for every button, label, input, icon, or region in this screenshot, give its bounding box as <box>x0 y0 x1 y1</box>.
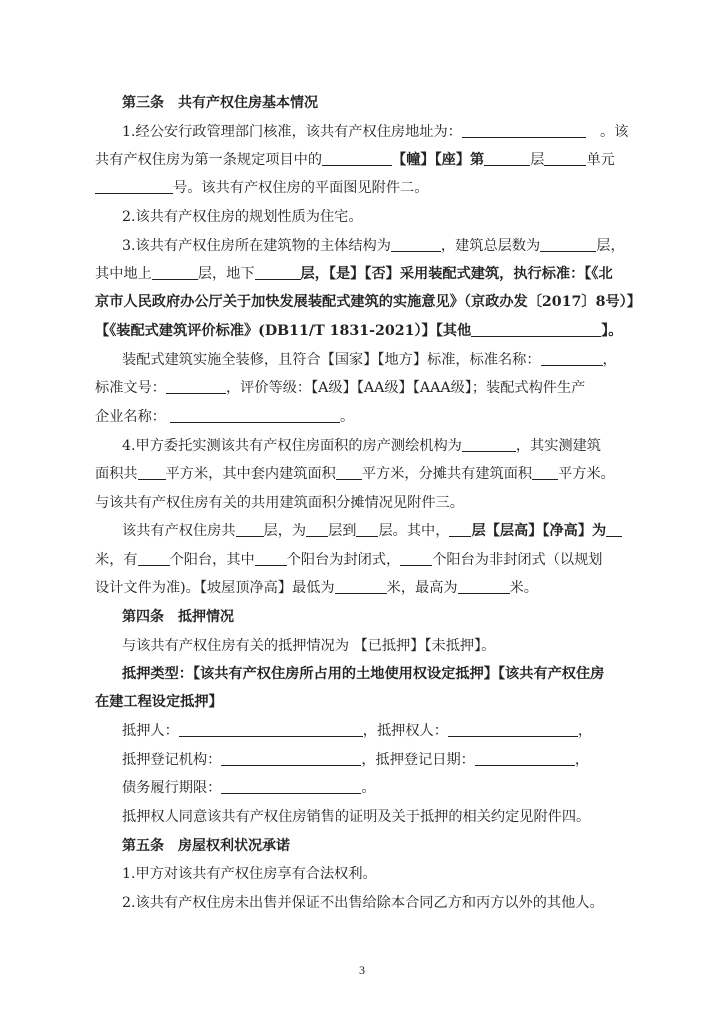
mortgagor-blank <box>179 720 363 737</box>
paragraph-line: 2.该共有产权住房的规划性质为住宅。 <box>122 209 363 225</box>
balcony-count-blank <box>138 549 170 566</box>
paragraph-line: 京市人民政府办公厅关于加快发展装配式建筑的实施意见》（京政办发〔2017〕8号）】 <box>95 294 641 310</box>
paragraph-line: 3.该共有产权住房所在建筑物的主体结构为 ，建筑总层数为 层， <box>0 233 724 259</box>
registration-agency-blank <box>221 749 361 766</box>
total-area-blank <box>138 463 166 480</box>
page-number: 3 <box>359 963 365 977</box>
min-height-blank <box>335 577 387 594</box>
paragraph-line: 面积共 平方米，其中套内建筑面积 平方米，分摊共有建筑面积 平方米。 <box>0 461 724 487</box>
to-floor-blank <box>356 520 378 537</box>
structure-blank <box>391 235 441 252</box>
address-blank <box>462 121 586 138</box>
article-3-heading: 第三条 共有产权住房基本情况 <box>122 95 318 111</box>
paragraph-line: 1.甲方对该共有产权住房享有合法权利。 <box>122 866 377 882</box>
paragraph-line: 米，有 个阳台，其中 个阳台为封闭式， 个阳台为非封闭式（以规划 <box>0 547 724 573</box>
debt-term-blank <box>221 777 361 794</box>
below-ground-blank <box>255 263 301 280</box>
mortgagee-blank <box>448 720 578 737</box>
standard-number-blank <box>166 377 226 394</box>
project-item-blank <box>322 149 392 166</box>
paragraph-line: 装配式建筑实施全装修，且符合【国家】【地方】标准，标准名称： ， <box>0 347 724 373</box>
article-4-heading: 第四条 抵押情况 <box>122 609 234 625</box>
paragraph-line: 债务履行期限： 。 <box>0 775 724 801</box>
height-value-blank <box>606 520 622 537</box>
paragraph-line: 1.经公安行政管理部门核准，该共有产权住房地址为： 。该 <box>0 119 724 145</box>
registration-date-blank <box>475 749 575 766</box>
manufacturer-name-blank <box>170 406 340 423</box>
open-balcony-blank <box>400 549 432 566</box>
paragraph-line: 共有产权住房为第一条规定项目中的 【幢】【座】第 层 单元 <box>0 147 724 173</box>
article-5-heading: 第五条 房屋权利状况承诺 <box>122 838 290 854</box>
paragraph-line: 与该共有产权住房有关的抵押情况为 【已抵押】【未抵押】。 <box>122 638 496 654</box>
paragraph-line: 号。该共有产权住房的平面图见附件二。 <box>0 175 724 201</box>
total-floors-blank <box>540 235 596 252</box>
room-number-blank <box>95 177 173 194</box>
paragraph-line: 4.甲方委托实测该共有产权住房面积的房产测绘机构为 ，其实测建筑 <box>0 433 724 459</box>
from-floor-blank <box>306 520 328 537</box>
enclosed-balcony-blank <box>255 549 287 566</box>
paragraph-line: 抵押类型：【该共有产权住房所占用的土地使用权设定抵押】【该共有产权住房 <box>122 666 605 682</box>
paragraph-line: 企业名称： 。 <box>0 404 724 430</box>
survey-agency-blank <box>462 435 516 452</box>
paragraph-line: 标准文号： ，评价等级：【A级】【AA级】【AAA级】；装配式构件生产 <box>0 375 724 401</box>
shared-area-blank <box>532 463 558 480</box>
unit-blank <box>544 149 586 166</box>
paragraph-line: 设计文件为准)。【坡屋顶净高】最低为 米，最高为 米。 <box>0 575 724 601</box>
storeys-blank <box>236 520 264 537</box>
standard-name-blank <box>541 349 603 366</box>
paragraph-line: 与该共有产权住房有关的共用建筑面积分摊情况见附件三。 <box>95 495 464 511</box>
paragraph-line: 抵押人： ，抵押权人： ， <box>0 718 724 744</box>
above-ground-blank <box>152 263 198 280</box>
inner-area-blank <box>336 463 362 480</box>
other-standard-blank <box>471 320 601 337</box>
paragraph-line: 抵押权人同意该共有产权住房销售的证明及关于抵押的相关约定见附件四。 <box>122 809 591 825</box>
paragraph-line: 【《装配式建筑评价标准》(DB11/T 1831-2021）】【其他 】。 <box>0 318 724 344</box>
paragraph-line: 2.该共有产权住房未出售并保证不出售给除本合同乙方和丙方以外的其他人。 <box>122 895 604 911</box>
floor-height-floor-blank <box>449 520 471 537</box>
max-height-blank <box>458 577 510 594</box>
paragraph-line: 在建工程设定抵押】 <box>95 694 223 710</box>
paragraph-line: 该共有产权住房共 层，为 层到 层。其中， 层【层高】【净高】为 <box>0 518 724 544</box>
paragraph-line: 抵押登记机构： ，抵押登记日期： ， <box>0 747 724 773</box>
floor-blank <box>484 149 530 166</box>
paragraph-line: 其中地上 层，地下 层，【是】【否】采用装配式建筑，执行标准：【《北 <box>0 261 724 287</box>
